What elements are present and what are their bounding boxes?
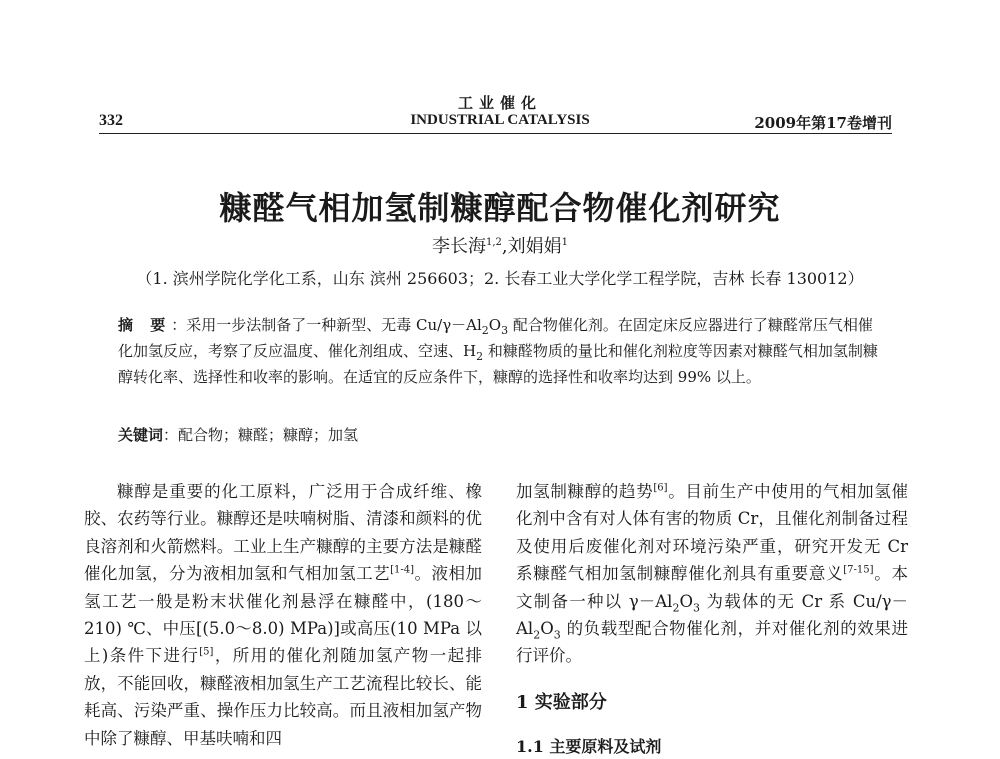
abstract-sub-1: 2 — [481, 324, 489, 337]
author-line — [0, 232, 1000, 258]
section-heading-1: 1 实验部分 — [516, 692, 607, 713]
intro-text-2: 。液相加氢工艺一般是粉末状催化剂悬浮在糠醛中，(180～210) ℃、中压[(5.0～8.0) MPa)]或高压(10 MPa 以上)条件下进行 — [84, 564, 483, 666]
abstract-sub-3: 2 — [476, 350, 484, 363]
abstract-text-1: ：采用一步法制备了一种新型、无毒 Cu/γ－Al — [171, 316, 482, 334]
header-rule — [99, 133, 892, 134]
section-heading-1-1: 1.1 主要原料及试剂 — [516, 737, 662, 756]
abstract-text-3: 配合物催化剂。在固定床反应器进行了糠醛常压气相催化加氢反应，考察了反应温度、催化剂组成、空速、H — [118, 316, 873, 360]
right-sub-4: 3 — [553, 628, 561, 642]
citation-5: [5] — [199, 646, 214, 658]
abstract-sub-2: 3 — [501, 324, 509, 337]
abstract-label: 摘 要 — [118, 316, 172, 334]
author-1-affil: 1,2 — [485, 237, 502, 248]
abstract-text-2: O — [488, 316, 502, 334]
right-sub-2: 3 — [692, 600, 700, 614]
intro-paragraph-continued — [516, 478, 908, 670]
author-1: 李长海 — [431, 236, 486, 257]
issue-info: 2009年第17卷增刊 — [754, 114, 892, 132]
keywords-text: ：配合物；糠醛；糠醇；加氢 — [163, 426, 359, 444]
keywords — [118, 424, 358, 445]
citation-6: [6] — [653, 482, 668, 494]
right-text-6: O — [540, 619, 554, 639]
body-right-column — [516, 478, 908, 670]
paper-title: 糠醛气相加氢制糠醇配合物催化剂研究 — [219, 189, 781, 227]
intro-text-1: 糠醇是重要的化工原料，广泛用于合成纤维、橡胶、农药等行业。糠醇还是呋喃树脂、清漆和颜料的优良溶剂和火箭燃料。工业上生产糠醇的主要方法是糠醛催化加氢，分为液相加氢和气相加氢工艺 — [84, 482, 482, 584]
keywords-label: 关键词 — [118, 426, 164, 444]
right-text-3: 。本文制备一种以 γ－Al — [516, 564, 909, 611]
page-number: 332 — [99, 112, 123, 129]
affiliations: （1. 滨州学院化学化工系，山东 滨州 256603；2. 长春工业大学化学工程学院，吉林 长春 130012） — [136, 269, 864, 288]
body-left-column — [84, 478, 482, 752]
author-separator: , — [501, 236, 508, 257]
intro-text-3: ，所用的催化剂随加氢产物一起排放，不能回收，糠醛液相加氢生产工艺流程比较长、能耗高、污染严重、操作压力比较高。而且液相加氢产物中除了糠醇、甲基呋喃和四 — [84, 646, 483, 748]
citation-7-15: [7-15] — [843, 564, 874, 576]
right-text-7: 的负载型配合物催化剂，并对催化剂的效果进行评价。 — [516, 619, 908, 666]
author-2-affil: 1 — [561, 237, 568, 248]
intro-paragraph — [84, 478, 482, 752]
right-text-5: 为载体的无 Cr 系 Cu/γ－Al — [516, 591, 908, 639]
citation-1-4: [1-4] — [390, 564, 414, 576]
author-2: 刘娟娟 — [507, 236, 562, 257]
abstract — [118, 312, 878, 390]
right-sub-1: 2 — [672, 600, 680, 614]
abstract-text-4: 和糠醛物质的量比和催化剂粒度等因素对糠醛气相加氢制糠醇转化率、选择性和收率的影响。在适宜的反应条件下，糠醇的选择性和收率均达到 99% 以上。 — [118, 342, 878, 386]
right-sub-3: 2 — [533, 628, 541, 642]
right-text-4: O — [679, 591, 693, 611]
right-text-2: 。目前生产中使用的气相加氢催化剂中含有对人体有害的物质 Cr，且催化剂制备过程及使用后废催化剂对环境污染严重，研究开发无 Cr 系糠醛气相加氢制糠醇催化剂具有重要意义 — [516, 482, 909, 584]
journal-name-chinese: 工业催化 — [457, 94, 542, 112]
journal-name-english: INDUSTRIAL CATALYSIS — [410, 112, 590, 128]
right-text-1: 加氢制糠醇的趋势 — [516, 482, 654, 501]
